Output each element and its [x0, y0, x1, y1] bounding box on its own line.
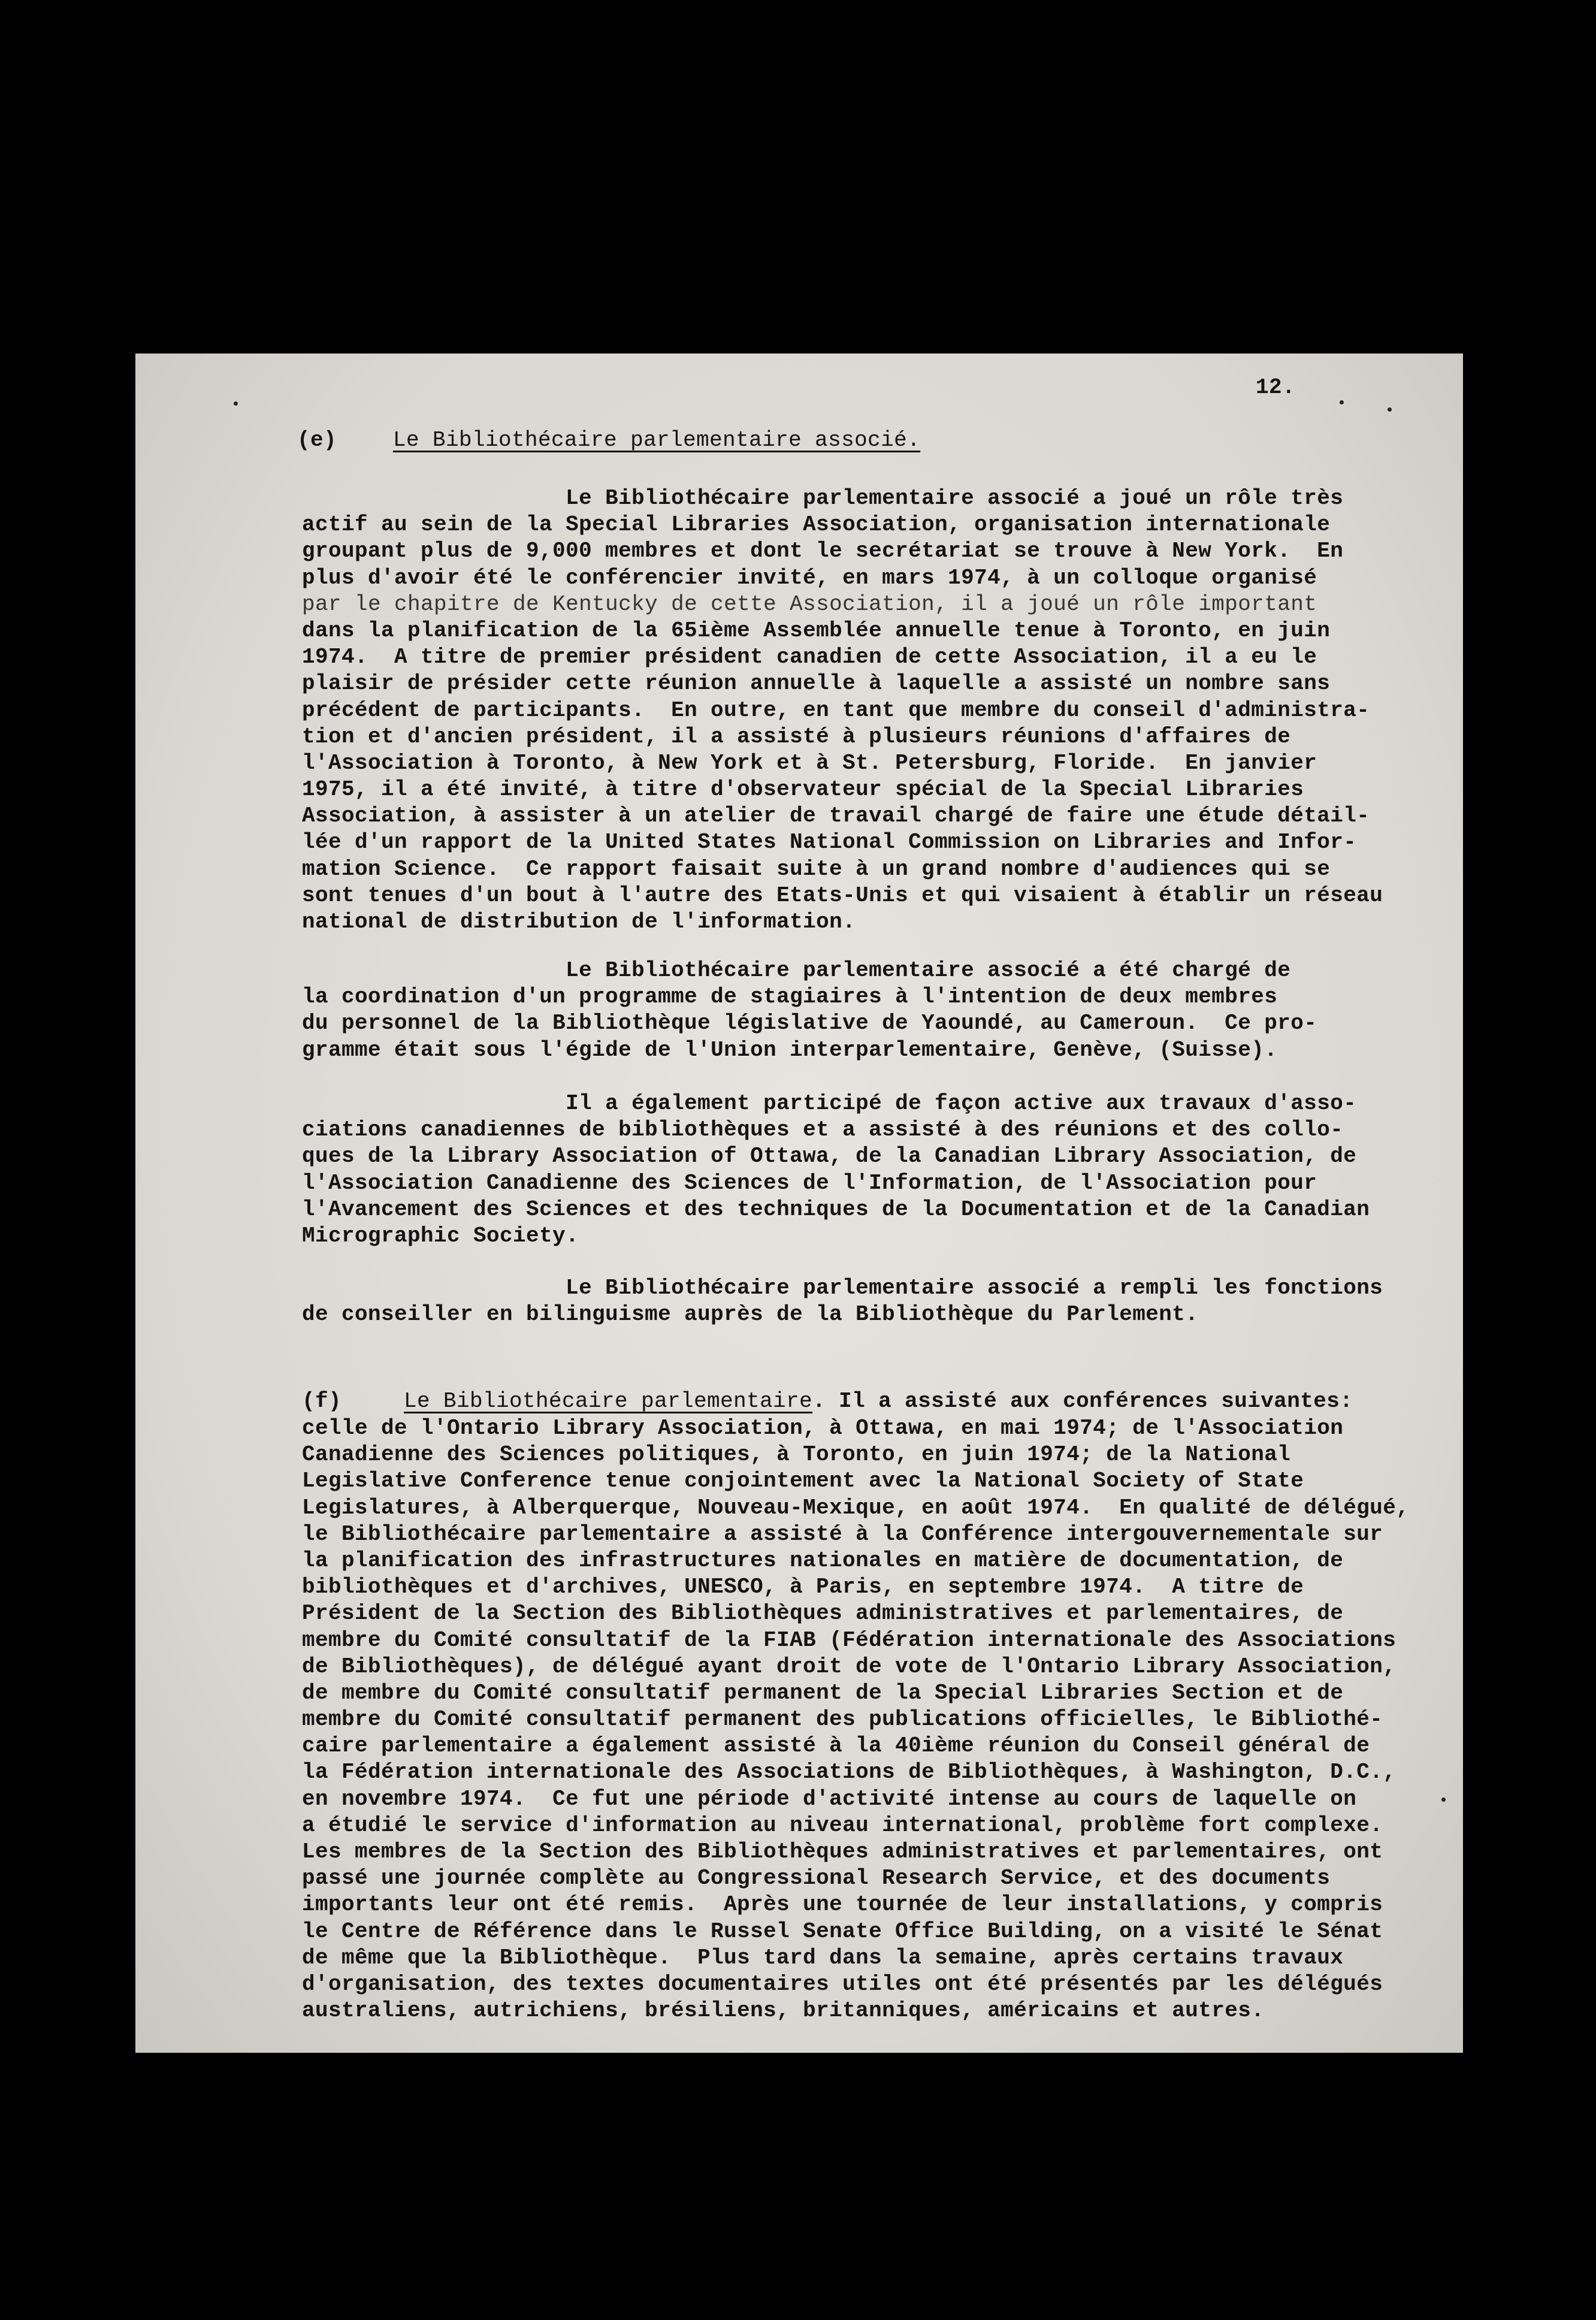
text-line: de conseiller en bilinguisme auprès de la Bibliothèque du Parlement. [302, 1302, 1199, 1327]
text-line: gramme était sous l'égide de l'Union interparlementaire, Genève, (Suisse). [302, 1037, 1278, 1062]
text-line: sont tenues d'un bout à l'autre des Etats-Unis et qui visaient à établir un réseau [302, 883, 1383, 908]
text-line: plus d'avoir été le conférencier invité, en mars 1974, à un colloque organisé [302, 565, 1317, 590]
section-e-paragraph-1 [302, 485, 1440, 935]
text-line: australiens, autrichiens, brésiliens, britanniques, américains et autres. [302, 1998, 1265, 2023]
ink-speck [1388, 407, 1392, 412]
text-line: Le Bibliothécaire parlementaire associé a été chargé de [302, 958, 1291, 983]
text-line: 1974. A titre de premier président canadien de cette Association, il a eu le [302, 645, 1317, 670]
text-line: caire parlementaire a également assisté à la 40ième réunion du Conseil général de [302, 1733, 1370, 1759]
text-line: la Fédération internationale des Associations de Bibliothèques, à Washington, D.C., [302, 1760, 1396, 1785]
text-line: a étudié le service d'information au niveau international, problème fort complexe. [302, 1812, 1383, 1838]
text-line: Canadienne des Sciences politiques, à Toronto, en juin 1974; de la National [302, 1442, 1291, 1467]
section-f-marker: (f) [302, 1389, 342, 1413]
text-line: d'organisation, des textes documentaires utiles ont été présentés par les délégués [302, 1971, 1383, 1996]
text-line: du personnel de la Bibliothèque législative de Yaoundé, au Cameroun. Ce pro- [302, 1011, 1317, 1036]
section-e-heading [297, 428, 920, 452]
section-e-marker: (e) [297, 428, 337, 452]
text-line: groupant plus de 9,000 membres et dont le secrétariat se trouve à New York. En [302, 539, 1344, 564]
text-line: Le Bibliothécaire parlementaire associé a rempli les fonctions [302, 1276, 1383, 1300]
text-line: mation Science. Ce rapport faisait suite à un grand nombre d'audiences qui se [302, 856, 1331, 881]
text-line: de Bibliothèques), de délégué ayant droit de vote de l'Ontario Library Association, [302, 1654, 1396, 1679]
text-line: membre du Comité consultatif de la FIAB (Fédération internationale des Associations [302, 1627, 1396, 1653]
text-line: la coordination d'un programme de stagiaires à l'intention de deux membres [302, 984, 1278, 1010]
text-line: ciations canadiennes de bibliothèques et a assisté à des réunions et des collo- [302, 1117, 1344, 1143]
text-line: l'Avancement des Sciences et des techniques de la Documentation et de la Canadian [302, 1197, 1370, 1222]
page-number: 12. [1255, 375, 1295, 400]
text-line: ques de la Library Association of Ottawa, de la Canadian Library Association, de [302, 1144, 1357, 1169]
text-line: Il a également participé de façon active aux travaux d'asso- [302, 1091, 1357, 1116]
text-line: le Centre de Référence dans le Russel Senate Office Building, on a visité le Sénat [302, 1919, 1383, 1944]
text-line: Association, à assister à un atelier de travail chargé de faire une étude détail- [302, 803, 1370, 829]
text-line: la planification des infrastructures nationales en matière de documentation, de [302, 1548, 1344, 1573]
text-line: Micrographic Society. [302, 1223, 579, 1248]
text-line: membre du Comité consultatif permanent des publications officielles, le Bibliothé- [302, 1707, 1383, 1732]
text-line: passé une journée complète au Congressional Research Service, et des documents [302, 1866, 1331, 1891]
section-e-title: Le Bibliothécaire parlementaire associé. [393, 428, 921, 452]
section-f-body [302, 1415, 1440, 2024]
text-line: Le Bibliothécaire parlementaire associé a joué un rôle très [302, 486, 1344, 510]
text-line: Legislatures, à Alberquerque, Nouveau-Mexique, en août 1974. En qualité de délégué, [302, 1495, 1410, 1520]
text-line: actif au sein de la Special Libraries Association, organisation internationale [302, 512, 1331, 537]
text-line: bibliothèques et d'archives, UNESCO, à Paris, en septembre 1974. A titre de [302, 1575, 1304, 1600]
text-line: plaisir de présider cette réunion annuelle à laquelle a assisté un nombre sans [302, 671, 1331, 696]
text-line: précédent de participants. En outre, en tant que membre du conseil d'administra- [302, 697, 1370, 723]
text-line: le Bibliothécaire parlementaire a assisté à la Conférence intergouvernementale sur [302, 1521, 1383, 1546]
text-line: national de distribution de l'information. [302, 910, 856, 934]
text-line: Legislative Conference tenue conjointement avec la National Society of State [302, 1469, 1304, 1494]
text-line: 1975, il a été invité, à titre d'observateur spécial de la Special Libraries [302, 777, 1304, 802]
section-e-paragraph-4 [302, 1275, 1440, 1328]
section-e-paragraph-2 [302, 957, 1440, 1064]
text-line: Président de la Section des Bibliothèques administratives et parlementaires, de [302, 1601, 1344, 1626]
text-line: l'Association Canadienne des Sciences de l'Information, de l'Association pour [302, 1170, 1317, 1195]
document-page [135, 354, 1463, 2053]
text-line: en novembre 1974. Ce fut une période d'activité intense au cours de laquelle on [302, 1786, 1357, 1811]
text-line: celle de l'Ontario Library Association, à Ottawa, en mai 1974; de l'Association [302, 1416, 1344, 1440]
ink-speck [1340, 400, 1344, 404]
text-line: Les membres de la Section des Bibliothèques administratives et parlementaires, ont [302, 1839, 1383, 1864]
ink-speck [1441, 1798, 1446, 1802]
section-f-title: Le Bibliothécaire parlementaire [404, 1389, 813, 1413]
ink-speck [234, 401, 238, 406]
section-f-heading [302, 1389, 1353, 1413]
section-e-paragraph-3 [302, 1090, 1440, 1249]
text-line: l'Association à Toronto, à New York et à St. Petersburg, Floride. En janvier [302, 750, 1317, 775]
text-line: importants leur ont été remis. Après une tournée de leur installations, y compris [302, 1892, 1383, 1917]
text-line: dans la planification de la 65ième Assemblée annuelle tenue à Toronto, en juin [302, 618, 1331, 643]
text-line: de même que la Bibliothèque. Plus tard dans la semaine, après certains travaux [302, 1945, 1344, 1970]
section-f-lead: . Il a assisté aux conférences suivantes: [812, 1389, 1353, 1413]
text-line: de membre du Comité consultatif permanent de la Special Libraries Section et de [302, 1680, 1344, 1705]
text-line: tion et d'ancien président, il a assisté à plusieurs réunions d'affaires de [302, 724, 1291, 749]
text-line: lée d'un rapport de la United States National Commission on Libraries and Infor- [302, 830, 1357, 855]
text-line: par le chapitre de Kentucky de cette Association, il a joué un rôle important [302, 591, 1317, 617]
